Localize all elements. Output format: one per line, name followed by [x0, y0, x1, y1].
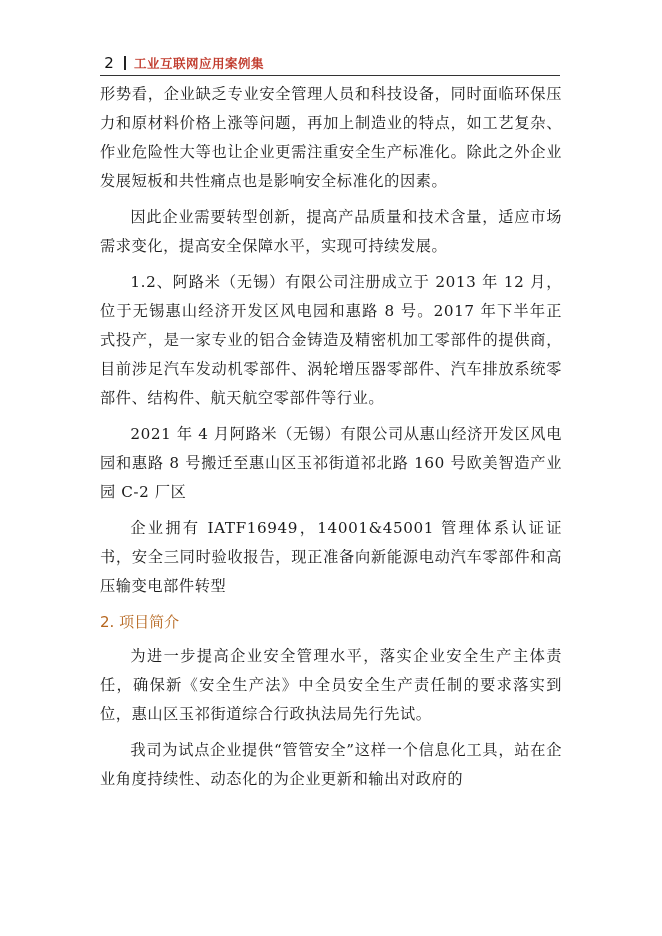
paragraph-project-tool: 我司为试点企业提供“管管安全”这样一个信息化工具，站在企业角度持续性、动态化的为企业更新和输出对政府的 [100, 741, 562, 788]
header-divider [124, 56, 126, 70]
paragraph-certification: 企业拥有 IATF16949，14001&45001 管理体系认证证书，安全三同时验收报告，现正准备向新能源电动汽车零部件和高压输变电部件转型 [100, 519, 562, 595]
page-header [100, 52, 560, 74]
header-rule [100, 75, 560, 76]
paragraph-transformation: 因此企业需要转型创新，提高产品质量和技术含量，适应市场需求变化，提高安全保障水平，实现可持续发展。 [100, 208, 562, 255]
page-body [100, 80, 562, 801]
paragraph-project-background: 为进一步提高企业安全管理水平，落实企业安全生产主体责任，确保新《安全生产法》中全员安全生产责任制的要求落实到位，惠山区玉祁街道综合行政执法局先行先试。 [100, 647, 562, 723]
page-number: 2 [104, 54, 114, 72]
paragraph-continued: 形势看，企业缺乏专业安全管理人员和科技设备，同时面临环保压力和原材料价格上涨等问题，再加上制造业的特点，如工艺复杂、作业危险性大等也让企业更需注重安全生产标准化。除此之外企业发展短板和共性痛点也是影响安全标准化的因素。 [100, 85, 562, 190]
paragraph-relocation: 2021 年 4 月阿路米（无锡）有限公司从惠山经济开发区风电园和惠路 8 号搬迁至惠山区玉祁街道祁北路 160 号欧美智造产业园 C-2 厂区 [100, 425, 562, 501]
section-heading: 2. 项目简介 [100, 613, 180, 631]
header-title: 工业互联网应用案例集 [134, 56, 265, 71]
paragraph-company-intro: 1.2、阿路米（无锡）有限公司注册成立于 2013 年 12 月，位于无锡惠山经济开发区风电园和惠路 8 号。2017 年下半年正式投产，是一家专业的铝合金铸造及精密机加工零部件的提供商，目前涉足汽车发动机零部件、涡轮增压器零部件、汽车排放系统零部件、结构件、航天航空零部件等行业。 [100, 273, 562, 407]
